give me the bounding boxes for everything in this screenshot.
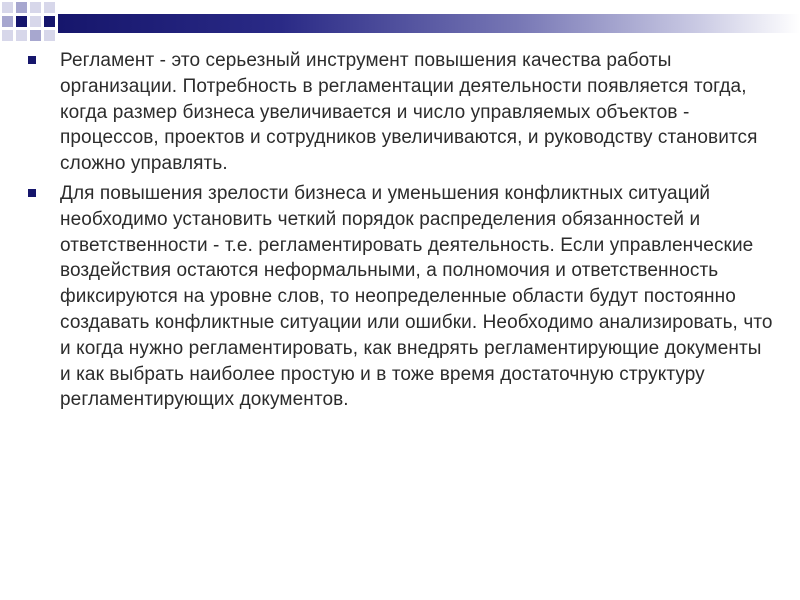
decor-square — [2, 30, 13, 41]
square-bullet-icon — [28, 56, 36, 64]
header-decoration — [0, 0, 800, 48]
decor-square — [2, 16, 13, 27]
decor-square — [2, 2, 13, 13]
decor-square — [30, 30, 41, 41]
bullet-text: Для повышения зрелости бизнеса и уменьшения конфликтных ситуаций необходимо установить четкий порядок распределения обязанностей и ответственности - т.е. регламентировать деятельность. Если управленческие воздействия остаются неформальными, а полномочия и ответственность фиксируются на уровне слов, то неопределенные области будут постоянно создавать конфликтные ситуации или ошибки. Необходимо анализировать, что и когда нужно регламентировать, как внедрять регламентирующие документы и как выбрать наиболее простую и в тоже время достаточную структуру регламентирующих документов. — [60, 182, 773, 411]
decor-square — [44, 30, 55, 41]
decor-square — [44, 16, 55, 27]
header-gradient-bar — [58, 14, 800, 33]
square-bullet-icon — [28, 189, 36, 197]
decor-square — [16, 2, 27, 13]
decor-square — [44, 2, 55, 13]
decor-square — [16, 30, 27, 41]
decor-square — [16, 16, 27, 27]
decor-square — [30, 2, 41, 13]
bullet-item — [28, 181, 773, 413]
bullet-text: Регламент - это серьезный инструмент повышения качества работы организации. Потребность в регламентации деятельности появляется тогда, когда размер бизнеса увеличивается и число управляемых объектов - процессов, проектов и сотрудников увеличиваются, и руководству становится сложно управлять. — [60, 50, 758, 175]
bullet-list — [28, 48, 773, 417]
decor-square — [30, 16, 41, 27]
bullet-item — [28, 48, 773, 177]
